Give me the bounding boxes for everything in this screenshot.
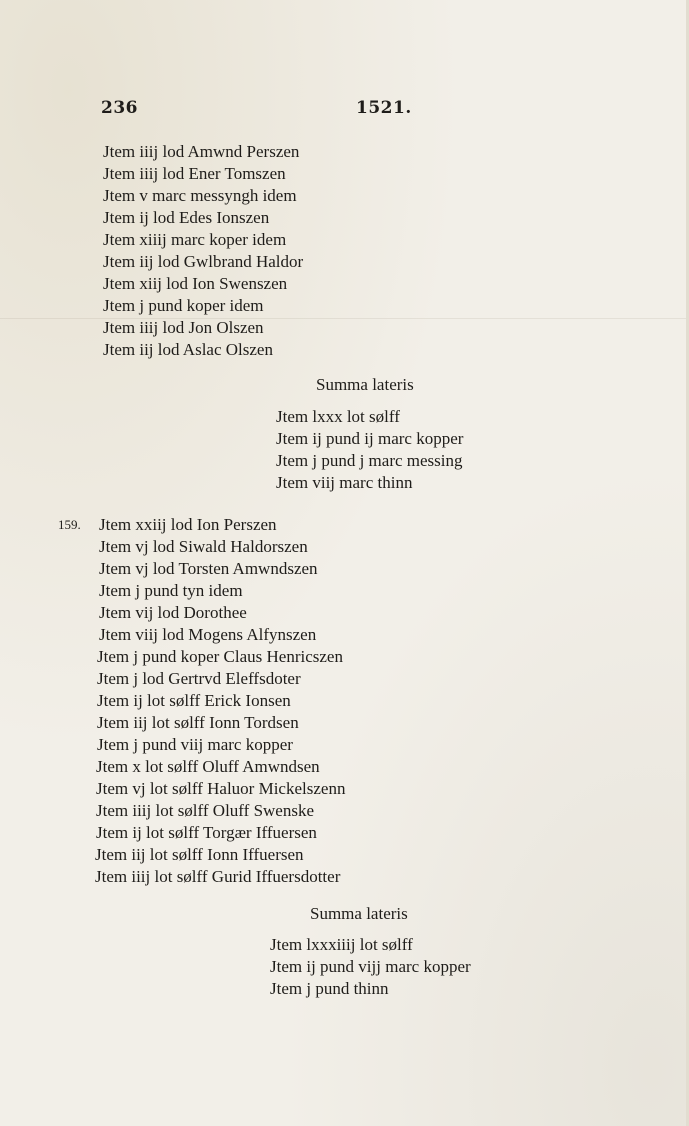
summa-line: Jtem lxxx lot sølff	[276, 407, 400, 426]
summa-line: Jtem j pund j marc messing	[276, 451, 463, 470]
entry-line: Jtem ij lot sølff Torgær Iffuersen	[96, 823, 317, 842]
entry-line: Jtem xiij lod Ion Swenszen	[103, 274, 288, 293]
page-number: 236	[101, 98, 138, 118]
entry-line: Jtem iij lot sølff Ionn Iffuersen	[95, 845, 304, 864]
summa-line: Jtem ij pund vijj marc kopper	[270, 957, 471, 976]
entry-line: Jtem vj lot sølff Haluor Mickelszenn	[96, 779, 346, 798]
entry-line: Jtem vij lod Dorothee	[99, 603, 247, 622]
summa-line: Jtem j pund thinn	[270, 979, 389, 998]
entry-line: Jtem iiij lot sølff Oluff Swenske	[96, 801, 315, 820]
summa-line: Jtem viij marc thinn	[276, 473, 413, 492]
entry-line: Jtem j pund viij marc kopper	[97, 735, 293, 754]
entry-line: Jtem iiij lod Ener Tomszen	[103, 164, 286, 183]
entry-line: Jtem x lot sølff Oluff Amwndsen	[96, 757, 320, 776]
entry-line: Jtem iiij lod Jon Olszen	[103, 318, 264, 337]
entry-line: Jtem ij lod Edes Ionszen	[103, 208, 270, 227]
entry-line: Jtem v marc messyngh idem	[103, 186, 297, 205]
entry-line: Jtem vj lod Torsten Amwndszen	[99, 559, 318, 578]
entry-line: Jtem iiij lod Amwnd Perszen	[103, 142, 300, 161]
entry-line: Jtem j pund koper idem	[103, 296, 264, 315]
summa-line: Jtem ij pund ij marc kopper	[276, 429, 464, 448]
entry-line: Jtem vj lod Siwald Haldorszen	[99, 537, 308, 556]
entry-line: Jtem iij lod Gwlbrand Haldor	[103, 252, 304, 271]
entry-line: Jtem xiiij marc koper idem	[103, 230, 287, 249]
page-year: 1521.	[356, 98, 412, 118]
entry-line: Jtem viij lod Mogens Alfynszen	[99, 625, 317, 644]
entry-number: 159.	[58, 517, 81, 532]
entry-line: Jtem j pund tyn idem	[99, 581, 243, 600]
summa-line: Jtem lxxxiiij lot sølff	[270, 935, 413, 954]
summa-heading: Summa lateris	[316, 375, 414, 394]
entry-line: Jtem xxiij lod Ion Perszen	[99, 515, 277, 534]
entry-line: Jtem iij lot sølff Ionn Tordsen	[97, 713, 299, 732]
entry-line: Jtem j pund koper Claus Henricszen	[97, 647, 343, 666]
entry-line: Jtem iiij lot sølff Gurid Iffuersdotter	[95, 867, 341, 886]
entry-line: Jtem iij lod Aslac Olszen	[103, 340, 273, 359]
entry-line: Jtem j lod Gertrvd Eleffsdoter	[97, 669, 301, 688]
entry-line: Jtem ij lot sølff Erick Ionsen	[97, 691, 291, 710]
summa-heading: Summa lateris	[310, 904, 408, 923]
